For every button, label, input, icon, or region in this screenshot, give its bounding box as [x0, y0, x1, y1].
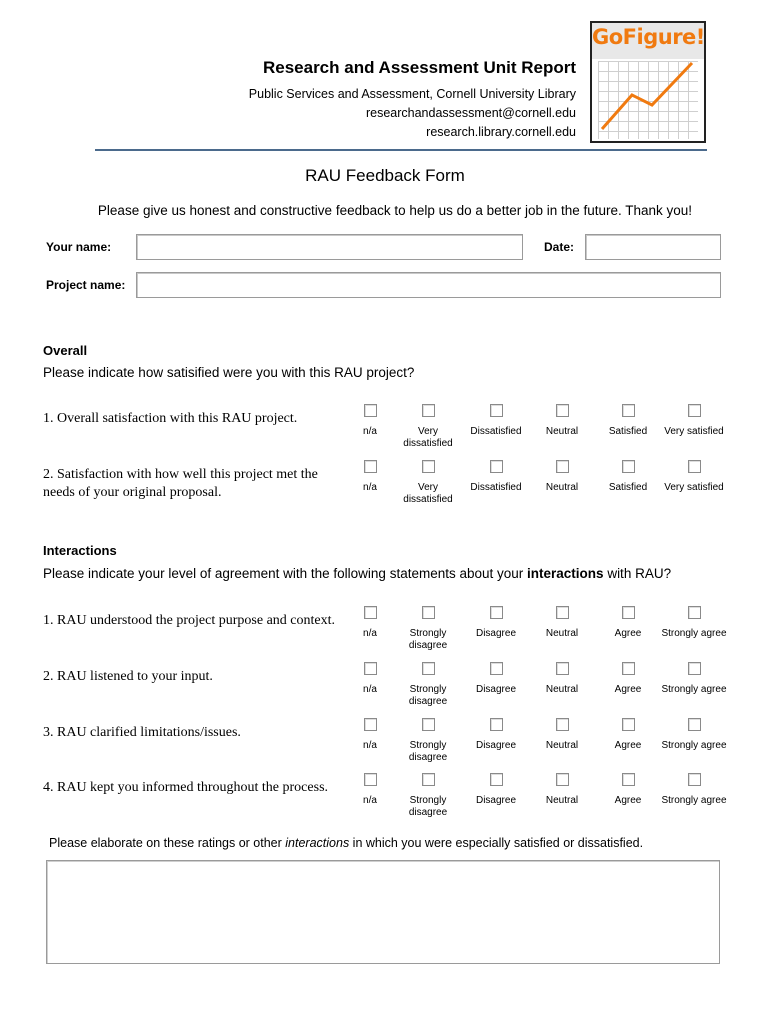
- interactions-q4-checkbox-5[interactable]: [622, 773, 635, 786]
- interactions-q2-checkbox-1[interactable]: [364, 662, 377, 675]
- interactions-q1-checkbox-3[interactable]: [490, 606, 503, 619]
- your-name-field[interactable]: [136, 234, 523, 260]
- chart-line-icon: [592, 23, 704, 141]
- overall-q1-option-label-4: Neutral: [545, 426, 579, 437]
- interactions-q4-option-label-5: Agree: [614, 795, 642, 806]
- overall-q1-checkbox-4[interactable]: [556, 404, 569, 417]
- interactions-question-1: 1. RAU understood the project purpose and context.: [43, 613, 335, 628]
- overall-q2-checkbox-3[interactable]: [490, 460, 503, 473]
- overall-q2-option-label-1: n/a: [363, 482, 377, 493]
- report-title: Research and Assessment Unit Report: [262, 58, 576, 77]
- interactions-q2-option-label-3: Disagree: [475, 684, 517, 695]
- interactions-question-3: 3. RAU clarified limitations/issues.: [43, 725, 241, 740]
- gofigure-logo: [590, 21, 706, 143]
- interactions-q2-checkbox-4[interactable]: [556, 662, 569, 675]
- interactions-q2-checkbox-3[interactable]: [490, 662, 503, 675]
- interactions-question-4: 4. RAU kept you informed throughout the process.: [43, 780, 329, 795]
- overall-heading: Overall: [43, 343, 88, 358]
- interactions-q4-checkbox-1[interactable]: [364, 773, 377, 786]
- overall-q2-option-label-5: Satisfied: [608, 482, 648, 493]
- interactions-q1-option-label-3: Disagree: [475, 628, 517, 639]
- interactions-q2-option-label-4: Neutral: [545, 684, 579, 695]
- interactions-q4-option-label-6: Strongly agree: [661, 795, 727, 806]
- interactions-q1-checkbox-1[interactable]: [364, 606, 377, 619]
- interactions-q3-checkbox-4[interactable]: [556, 718, 569, 731]
- interactions-q1-checkbox-2[interactable]: [422, 606, 435, 619]
- form-title: RAU Feedback Form: [305, 166, 465, 185]
- your-name-label: Your name:: [46, 240, 112, 254]
- comment-textarea[interactable]: [46, 860, 720, 964]
- interactions-q2-option-label-1: n/a: [363, 684, 377, 695]
- interactions-q3-option-label-2: Strongly disagree: [408, 740, 448, 763]
- interactions-q1-option-label-6: Strongly agree: [661, 628, 727, 639]
- interactions-q4-checkbox-6[interactable]: [688, 773, 701, 786]
- interactions-q3-option-label-3: Disagree: [475, 740, 517, 751]
- overall-q2-option-label-6: Very satisfied: [664, 482, 724, 493]
- overall-q1-checkbox-2[interactable]: [422, 404, 435, 417]
- interactions-q3-checkbox-5[interactable]: [622, 718, 635, 731]
- header-divider: [95, 149, 707, 151]
- overall-q1-checkbox-6[interactable]: [688, 404, 701, 417]
- interactions-q2-option-label-5: Agree: [614, 684, 642, 695]
- department-line: Public Services and Assessment, Cornell University Library: [248, 87, 576, 101]
- interactions-q4-option-label-4: Neutral: [545, 795, 579, 806]
- interactions-q1-checkbox-4[interactable]: [556, 606, 569, 619]
- interactions-q3-checkbox-1[interactable]: [364, 718, 377, 731]
- interactions-q1-checkbox-6[interactable]: [688, 606, 701, 619]
- overall-q2-checkbox-5[interactable]: [622, 460, 635, 473]
- interactions-q1-option-label-5: Agree: [614, 628, 642, 639]
- elaborate-prompt: Please elaborate on these ratings or other interactions in which you were especially satisfied or dissatisfied.: [49, 836, 644, 850]
- interactions-question-2: 2. RAU listened to your input.: [43, 669, 213, 684]
- date-field[interactable]: [585, 234, 721, 260]
- project-name-label: Project name:: [46, 278, 126, 292]
- interactions-prompt: Please indicate your level of agreement with the following statements about your interactions with RAU?: [43, 566, 672, 581]
- overall-q1-option-label-2: Very dissatisfied: [403, 426, 453, 449]
- interactions-q3-option-label-4: Neutral: [545, 740, 579, 751]
- interactions-heading: Interactions: [43, 543, 117, 558]
- overall-q1-checkbox-5[interactable]: [622, 404, 635, 417]
- overall-q2-option-label-2: Very dissatisfied: [403, 482, 453, 505]
- logo-text: GoFigure!: [592, 25, 705, 49]
- overall-q1-option-label-3: Dissatisfied: [470, 426, 522, 437]
- overall-q1-option-label-6: Very satisfied: [664, 426, 724, 437]
- email-link[interactable]: researchandassessment@cornell.edu: [365, 106, 576, 120]
- overall-q2-checkbox-2[interactable]: [422, 460, 435, 473]
- interactions-q3-option-label-6: Strongly agree: [661, 740, 727, 751]
- overall-q1-option-label-5: Satisfied: [608, 426, 648, 437]
- interactions-q3-checkbox-6[interactable]: [688, 718, 701, 731]
- overall-q2-checkbox-4[interactable]: [556, 460, 569, 473]
- interactions-q2-option-label-2: Strongly disagree: [408, 684, 448, 707]
- interactions-q3-checkbox-3[interactable]: [490, 718, 503, 731]
- interactions-q3-checkbox-2[interactable]: [422, 718, 435, 731]
- interactions-q2-checkbox-6[interactable]: [688, 662, 701, 675]
- overall-prompt: Please indicate how satisified were you with this RAU project?: [43, 365, 415, 380]
- interactions-q2-checkbox-2[interactable]: [422, 662, 435, 675]
- interactions-q1-option-label-2: Strongly disagree: [408, 628, 448, 651]
- interactions-q4-option-label-3: Disagree: [475, 795, 517, 806]
- overall-q1-checkbox-1[interactable]: [364, 404, 377, 417]
- interactions-q3-option-label-1: n/a: [363, 740, 377, 751]
- overall-q2-checkbox-6[interactable]: [688, 460, 701, 473]
- project-name-field[interactable]: [136, 272, 721, 298]
- interactions-q4-option-label-2: Strongly disagree: [408, 795, 448, 818]
- overall-question-1: 1. Overall satisfaction with this RAU project.: [43, 411, 298, 426]
- interactions-q4-option-label-1: n/a: [363, 795, 377, 806]
- interactions-q1-option-label-4: Neutral: [545, 628, 579, 639]
- form-intro: Please give us honest and constructive feedback to help us do a better job in the future. Thank you!: [97, 203, 693, 218]
- interactions-q4-checkbox-3[interactable]: [490, 773, 503, 786]
- interactions-q2-option-label-6: Strongly agree: [661, 684, 727, 695]
- overall-q1-checkbox-3[interactable]: [490, 404, 503, 417]
- overall-q2-option-label-3: Dissatisfied: [470, 482, 522, 493]
- overall-question-2: 2. Satisfaction with how well this project met the needs of your original proposal.: [43, 467, 318, 500]
- interactions-q1-option-label-1: n/a: [363, 628, 377, 639]
- interactions-q3-option-label-5: Agree: [614, 740, 642, 751]
- interactions-q4-checkbox-2[interactable]: [422, 773, 435, 786]
- date-label: Date:: [544, 240, 575, 254]
- interactions-q1-checkbox-5[interactable]: [622, 606, 635, 619]
- interactions-q2-checkbox-5[interactable]: [622, 662, 635, 675]
- overall-q2-option-label-4: Neutral: [545, 482, 579, 493]
- interactions-q4-checkbox-4[interactable]: [556, 773, 569, 786]
- website-link[interactable]: research.library.cornell.edu: [426, 125, 576, 139]
- overall-q2-checkbox-1[interactable]: [364, 460, 377, 473]
- overall-q1-option-label-1: n/a: [363, 426, 377, 437]
